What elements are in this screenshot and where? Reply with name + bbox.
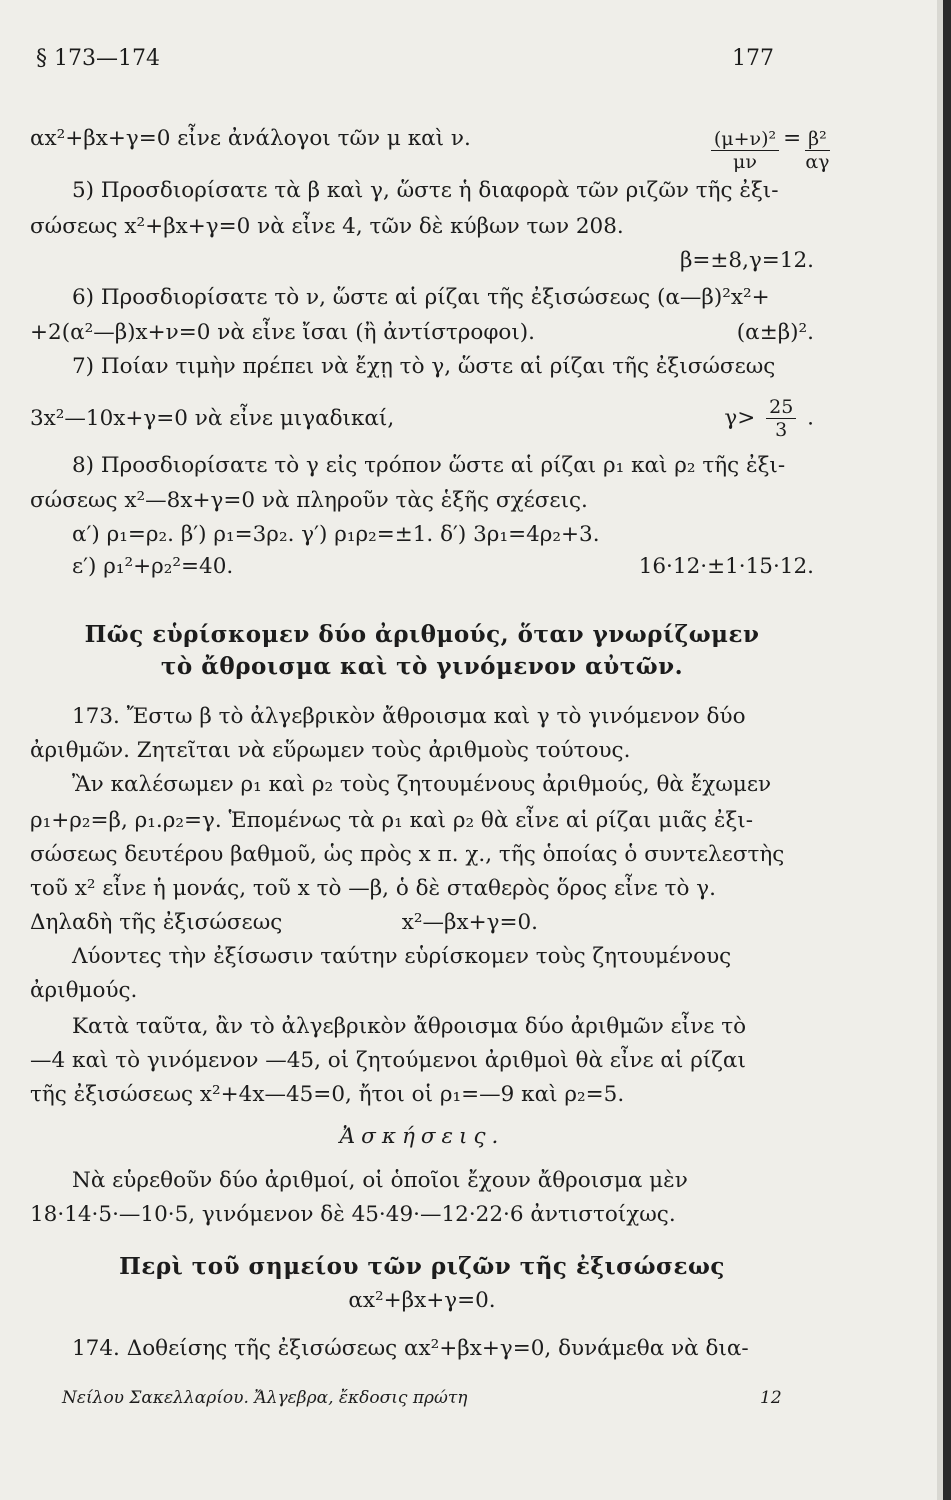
answer-line: β=±8,γ=12. (679, 248, 814, 273)
page-edge-shadow (943, 0, 951, 1500)
text-line: 173. Ἔστω β τὸ ἀλγεβρικὸν ἄθροισμα καὶ γ τὸ γινόμενον δύο (72, 704, 746, 729)
exercises-heading: Ἀσκήσεις. (339, 1124, 505, 1149)
text-line: Λύοντες τὴν ἐξίσωσιν ταύτην εὑρίσκομεν τοὺς ζητουμένους (72, 944, 732, 969)
text-line: —4 καὶ τὸ γινόμενον —45, οἱ ζητούμενοι ἀριθμοὶ θὰ εἶνε αἱ ρίζαι (30, 1048, 746, 1073)
page-edge-margin (937, 0, 943, 1500)
text-line: σώσεως x²+βx+γ=0 νὰ εἶνε 4, τῶν δὲ κύβων των 208. (30, 214, 624, 239)
text-line: σώσεως x²—8x+γ=0 νὰ πληροῦν τὰς ἑξῆς σχέσεις. (30, 488, 588, 513)
text-line: 6) Προσδιορίσατε τὸ ν, ὥστε αἱ ρίζαι τῆς ἐξισώσεως (α—β)²x²+ (72, 285, 770, 310)
running-head-sections: § 173—174 (36, 46, 160, 71)
text-line: ἀριθμῶν. Ζητεῖται νὰ εὕρωμεν τοὺς ἀριθμοὺς τούτους. (30, 738, 631, 763)
heading-equation: αx²+βx+γ=0. (348, 1288, 496, 1313)
footer-signature-number: 12 (760, 1388, 782, 1408)
text-line: Ἂν καλέσωμεν ρ₁ καὶ ρ₂ τοὺς ζητουμένους ἀριθμούς, θὰ ἔχωμεν (72, 772, 772, 797)
fraction: $\frac{\text{β²}}{\alpha\gamma}$ (805, 128, 830, 173)
section-heading: Περὶ τοῦ σημείου τῶν ριζῶν τῆς ἐξισώσεως (119, 1253, 725, 1280)
fraction: $\frac{\text{(μ+ν)²}}{\mu\nu}$ (711, 128, 779, 173)
fraction: $\frac{25}{3}$ (766, 396, 796, 441)
text-line: 8) Προσδιορίσατε τὸ γ εἰς τρόπον ὥστε αἱ ρίζαι ρ₁ καὶ ρ₂ τῆς ἐξι- (72, 453, 786, 478)
text-line: +2(α²—β)x+ν=0 νὰ εἶνε ἴσαι (ἢ ἀντίστροφοι). (α±β)². (30, 320, 814, 345)
text-line: ἀριθμούς. (30, 978, 138, 1003)
text-line: σώσεως δευτέρου βαθμοῦ, ὡς πρὸς x π. χ., τῆς ὁποίας ὁ συντελεστὴς (30, 842, 785, 867)
text-line: 3x²—10x+γ=0 νὰ εἶνε μιγαδικαί, γ> $\frac{25}{3}$ . (30, 396, 814, 441)
text-line: τοῦ x² εἶνε ἡ μονάς, τοῦ x τὸ —β, ὁ δὲ σταθερὸς ὅρος εἶνε τὸ γ. (30, 876, 716, 901)
text-line: α′) ρ₁=ρ₂. β′) ρ₁=3ρ₂. γ′) ρ₁ρ₂=±1. δ′) 3ρ₁=4ρ₂+3. (72, 522, 600, 547)
section-heading: τὸ ἄθροισμα καὶ τὸ γινόμενον αὐτῶν. (160, 653, 684, 680)
text-line: Κατὰ ταῦτα, ἂν τὸ ἀλγεβρικὸν ἄθροισμα δύο ἀριθμῶν εἶνε τὸ (72, 1014, 747, 1039)
text-line: Νὰ εὑρεθοῦν δύο ἀριθμοί, οἱ ὁποῖοι ἔχουν ἄθροισμα μὲν (72, 1168, 688, 1193)
text-line: 174. Δοθείσης τῆς ἐξισώσεως αx²+βx+γ=0, δυνάμεθα νὰ δια- (72, 1336, 749, 1361)
text-line: Δηλαδὴ τῆς ἐξισώσεως x²—βx+γ=0. (30, 910, 538, 935)
page-number: 177 (732, 46, 774, 71)
footer-book-title: Νείλου Σακελλαρίου. Ἄλγεβρα, ἔκδοσις πρώτη (62, 1388, 468, 1408)
text-line: 7) Ποίαν τιμὴν πρέπει νὰ ἔχῃ τὸ γ, ὥστε αἱ ρίζαι τῆς ἐξισώσεως (72, 354, 776, 379)
text-line: 18·14·5·—10·5, γινόμενον δὲ 45·49·—12·22·6 ἀντιστοίχως. (30, 1202, 676, 1227)
text-line: τῆς ἐξισώσεως x²+4x—45=0, ἤτοι οἱ ρ₁=—9 καὶ ρ₂=5. (30, 1082, 625, 1107)
text-line: 5) Προσδιορίσατε τὰ β καὶ γ, ὥστε ἡ διαφορὰ τῶν ριζῶν τῆς ἐξι- (72, 178, 779, 203)
section-heading: Πῶς εὑρίσκομεν δύο ἀριθμούς, ὅταν γνωρίζωμεν (84, 621, 760, 648)
text-line: αx²+βx+γ=0 εἶνε ἀνάλογοι τῶν μ καὶ ν. $\frac{\text{(μ+ν)²}}{\mu\nu}$ = $\frac{\text{β²}}{\alpha\gamma}$ (30, 126, 830, 173)
text-line: ε′) ρ₁²+ρ₂²=40. 16·12·±1·15·12. (72, 554, 814, 579)
text-line: ρ₁+ρ₂=β, ρ₁.ρ₂=γ. Ἑπομένως τὰ ρ₁ καὶ ρ₂ θὰ εἶνε αἱ ρίζαι μιᾶς ἐξι- (30, 808, 754, 833)
